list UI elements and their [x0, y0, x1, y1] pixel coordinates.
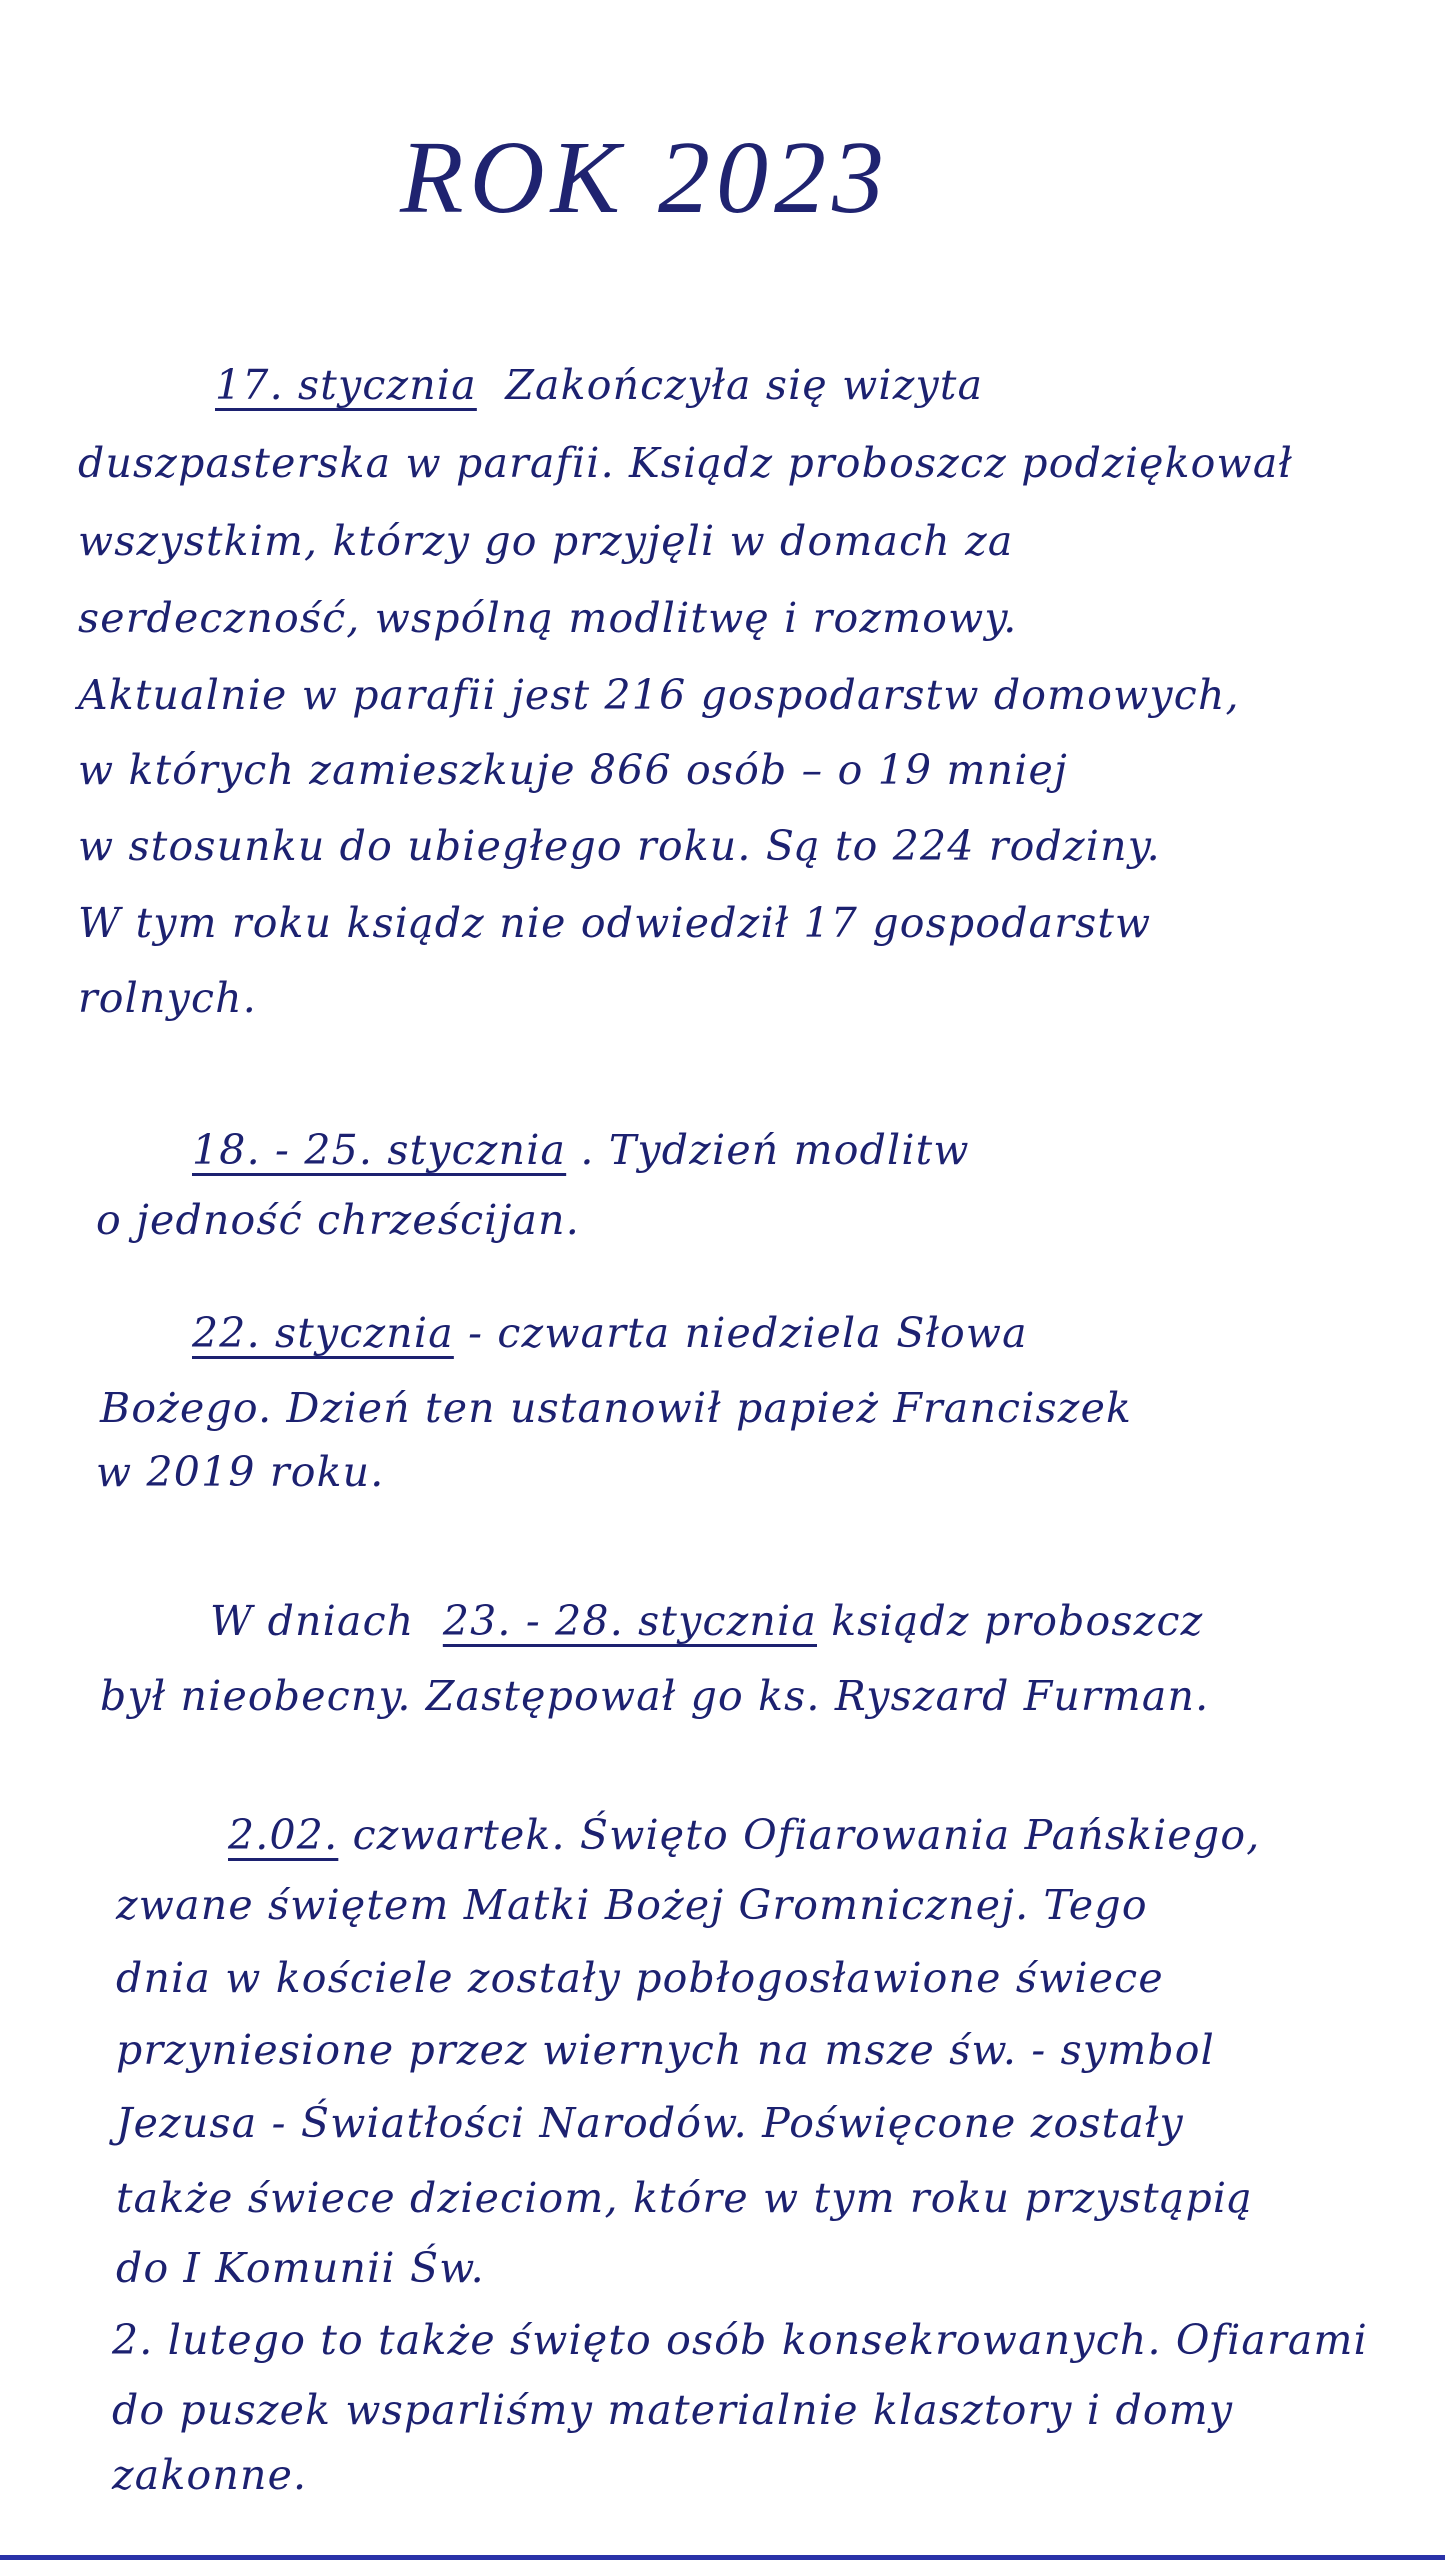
entry-1-line-6: w których zamieszkuje 866 osób – o 19 mniej	[78, 746, 1068, 794]
entry-5-line-8: 2. lutego to także święto osób konsekrowanych. Ofiarami	[112, 2316, 1368, 2364]
entry-1-line-2: duszpasterska w parafii. Ksiądz proboszcz podziękował	[78, 439, 1293, 487]
entry-3-line-1: - czwarta niedziela Słowa	[468, 1309, 1028, 1357]
entry-1-line-3: wszystkim, którzy go przyjęli w domach za	[78, 517, 1014, 565]
entry-5-date: 2.02.	[228, 1811, 339, 1859]
entry-2-date: 18. - 25. stycznia	[192, 1126, 567, 1174]
entry-3-line-3: w 2019 roku.	[96, 1448, 385, 1496]
entry-1-line-7: w stosunku do ubiegłego roku. Są to 224 rodziny.	[78, 822, 1161, 870]
entry-3-date: 22. stycznia	[192, 1309, 454, 1357]
entry-4-first-line	[210, 1597, 1204, 1645]
entry-2-line-1: . Tydzień modlitw	[580, 1126, 970, 1174]
entry-5-line-7: do I Komunii Św.	[116, 2244, 485, 2292]
entry-1-line-8: W tym roku ksiądz nie odwiedził 17 gospodarstw	[78, 899, 1152, 947]
entry-2-line-2: o jedność chrześcijan.	[96, 1196, 581, 1244]
entry-1-first-line	[215, 361, 984, 409]
entry-4-line-1: ksiądz proboszcz	[831, 1597, 1204, 1645]
entry-5-line-3: dnia w kościele zostały pobłogosławione świece	[116, 1954, 1164, 2002]
entry-5-line-4: przyniesione przez wiernych na msze św. - symbol	[116, 2026, 1215, 2074]
entry-5-first-line	[228, 1811, 1261, 1859]
entry-4-date: 23. - 28. stycznia	[442, 1597, 817, 1645]
entry-3-first-line	[192, 1309, 1028, 1357]
entry-5-line-10: zakonne.	[112, 2451, 308, 2499]
entry-3-line-2: Bożego. Dzień ten ustanowił papież Franciszek	[100, 1384, 1133, 1432]
page-title: ROK 2023	[400, 120, 890, 235]
entry-2-first-line	[192, 1126, 970, 1174]
entry-5-line-5: Jezusa - Światłości Narodów. Poświęcone zostały	[116, 2099, 1184, 2147]
entry-4-line-2: był nieobecny. Zastępował go ks. Ryszard Furman.	[100, 1672, 1210, 1720]
entry-1-line-9: rolnych.	[78, 974, 257, 1022]
entry-1-line-4: serdeczność, wspólną modlitwę i rozmowy.	[78, 594, 1018, 642]
entry-5-line-9: do puszek wsparliśmy materialnie klasztory i domy	[112, 2386, 1234, 2434]
page-bottom-edge	[0, 2555, 1445, 2560]
entry-1-date: 17. stycznia	[215, 361, 477, 409]
entry-5-line-6: także świece dzieciom, które w tym roku przystąpią	[116, 2174, 1253, 2222]
entry-1-line-1: Zakończyła się wizyta	[505, 361, 984, 409]
entry-4-prefix: W dniach	[210, 1597, 415, 1645]
entry-5-line-2: zwane świętem Matki Bożej Gromnicznej. Tego	[116, 1881, 1148, 1929]
entry-5-line-1: czwartek. Święto Ofiarowania Pańskiego,	[352, 1811, 1261, 1859]
entry-1-line-5: Aktualnie w parafii jest 216 gospodarstw domowych,	[78, 671, 1240, 719]
